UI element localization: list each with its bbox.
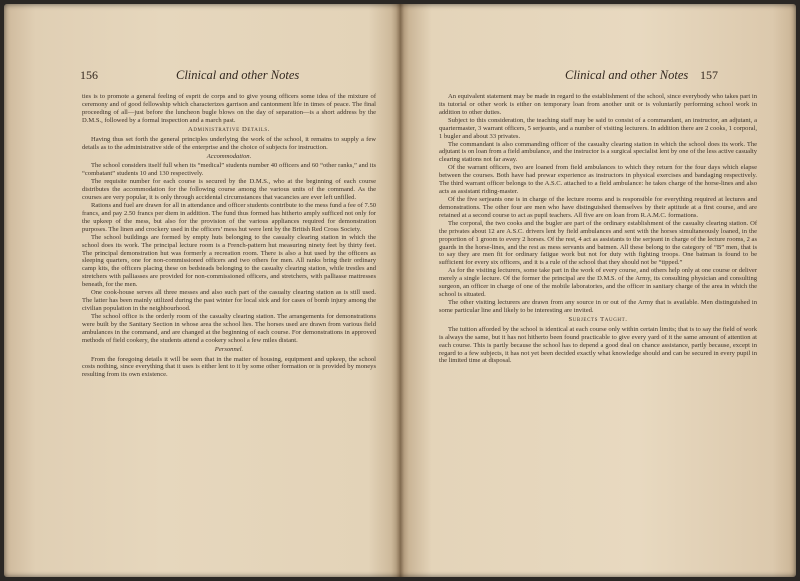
paragraph: The commandant is also commanding officer of the casualty clearing station in which the school does its work. The adjutant is on loan from a field ambulance, and the instructor is a surgical specialist lent by one of the less active casualty clearing stations not far away.: [439, 140, 757, 164]
paragraph: Rations and fuel are drawn for all in attendance and officer students contribute to the mess fund a fee of 7.50 francs, and pay 2.50 francs per diem in addition. The fund thus formed has hitherto amply sufficed not only for the upkeep of the mess, but also for the provision of the various appliances required for demonstration purposes. The linen and crockery used in the officers’ mess hut were lent by the British Red Cross Society.: [82, 201, 376, 233]
paragraph: One cook-house serves all three messes and also such part of the casualty clearing station as is still used. The latter has been mainly utilized during the past winter for local sick and for cases of bomb injury among the civilian population in the neighbourhood.: [82, 289, 376, 312]
section-heading: Personnel.: [214, 346, 244, 354]
paragraph: The school buildings are formed by empty huts belonging to the casualty clearing station in which the school does its work. The principal lecture room is a French-pattern hut measuring ninety feet by thirty feet. The principal demonstration hut was formerly a recreation room. There is also a hut used by the officers as sleeping quarters, one for non-commissioned officers and two others for men. All ranks bring their ordinary camp kits, the officers placing these on bedsteads belonging to the casualty clearing station, while trestles and stretchers with palliasses are provided for non-commissioned officers, and stretchers, with palliasse mattresses beneath, for the men.: [82, 233, 376, 289]
book-spread: [4, 4, 796, 577]
paragraph: The school office is the orderly room of the casualty clearing station. The arrangements for demonstrations were built by the Sanitary Section in whose area the school lies. The horses used are drawn from various field ambulances in the command, and are changed at the beginning of each course. For demonstrations in approved methods of field cookery, the students attend a cookery school a few miles distant.: [82, 312, 376, 344]
left-page-number: 156: [80, 68, 98, 82]
right-page: [401, 4, 796, 577]
paragraph: ties is to promote a general feeling of esprit de corps and to give young officers some idea of the mixture of ceremony and of good fellowship which characterizes garrison and cantonment life in times of peace. The final proceeding of all—just before the luncheon bugle blows on the day of separation—is a short address by the D.M.S., followed by a formal inspection and a march past.: [82, 93, 376, 124]
paragraph: Subject to this consideration, the teaching staff may be said to consist of a commandant, an instructor, an adjutant, a quartermaster, 3 warrant officers, 5 serjeants, and a number of visiting lecturers. In addition there are 2 cooks, 1 corporal, 1 bugler and about 33 privates.: [439, 116, 757, 140]
paragraph: Having thus set forth the general principles underlying the work of the school, it remains to supply a few details as to the administrative side of the enterprise and the choice of subjects for instruction.: [82, 135, 376, 151]
right-page-header: [439, 68, 718, 82]
paragraph: The school considers itself full when its “medical” students number 40 officers and 60 “other ranks,” and its “combatant” students 10 and 130 respectively.: [82, 162, 376, 178]
paragraph: The corporal, the two cooks and the bugler are part of the ordinary establishment of the casualty clearing station. Of the privates about 12 are A.S.C. drivers lent by field ambulances and sent with the horses simultaneously loaned, in the proportion of 1 groom to every 2 horses. Of the rest, 4 act as assistants to the serjeant in charge of the lecture rooms, 2 as guards in the horse-lines, and the rest as mess servants and batmen. All these belong to the category of “B” men, that is to say they are men fit for ordinary fatigue work but not for duty with fighting troops. One batman is found to be sufficient for every six officers, and it is a rule of the school that they should not be “tipped.”: [439, 219, 757, 267]
right-page-number: 157: [700, 68, 718, 82]
paragraph: The tuition afforded by the school is identical at each course only within certain limits; that is to say the field of work is always the same, but it has not hitherto been found practicable to give every yard of it the same amount of attention at each course. This is partly because the school has to depend a good deal on chance assistance, partly because, except in regard to a few subjects, it has not yet been decided exactly what knowledge should and can be secured in every pupil in the limited time at disposal.: [439, 325, 757, 365]
left-page-header: [80, 68, 377, 82]
paragraph: Of the warrant officers, two are loaned from field ambulances to which they return for the four days which elapse between the courses. Both have had prewar experience as instructors in physical exercises and bandaging respectively. The third warrant officer belongs to the A.S.C. attached to a field ambulance: he takes charge of the horse-lines and also acts as assistant riding-master.: [439, 164, 757, 196]
paragraph: Of the five serjeants one is in charge of the lecture rooms and is responsible for everything required at lectures and demonstrations. The other four are men who have distinguished themselves by their aptitude at a first course, and are retained at a second course to act as pupil teachers. All five are on loan from R.A.M.C. formations.: [439, 195, 757, 219]
section-heading: Accommodation.: [206, 152, 252, 160]
left-page-body: [82, 93, 376, 379]
paragraph: The requisite number for each course is secured by the D.M.S., who at the beginning of each course distributes the accommodation for the following course among the various units of the command. As the courses are very popular, it is only through accidental circumstances that vacancies are ever left unfilled.: [82, 178, 376, 202]
paragraph: From the foregoing details it will be seen that in the matter of housing, equipment and upkeep, the school costs nothing, since everything that it uses is either lent to it by some other formation or is provided by moneys resulting from its own existence.: [82, 355, 376, 379]
left-page: [4, 4, 399, 577]
paragraph: As for the visiting lecturers, some take part in the work of every course, and others help only at one course or deliver merely a single lecture. Of the former the principal are the D.M.S. of the Army, its consulting physician and consulting surgeon, an officer in charge of one of the mobile laboratories, and the officer in sanitary charge of the area in which the school is situated.: [439, 267, 757, 299]
paragraph: The other visiting lecturers are drawn from any source in or out of the Army that is available. Men distinguished in some particular line and likely to be interesting are invited.: [439, 298, 757, 314]
paragraph: An equivalent statement may be made in regard to the establishment of the school, since everybody who takes part in its tutorial or other work is either on temporary loan from another unit or is voluntarily performing school work in addition to other duties.: [439, 93, 757, 116]
right-page-body: [439, 93, 757, 365]
left-running-head: Clinical and other Notes: [176, 68, 300, 82]
right-running-head: Clinical and other Notes: [565, 68, 689, 82]
section-heading: Administrative Details.: [187, 126, 271, 134]
section-heading: Subjects Taught.: [568, 316, 628, 324]
